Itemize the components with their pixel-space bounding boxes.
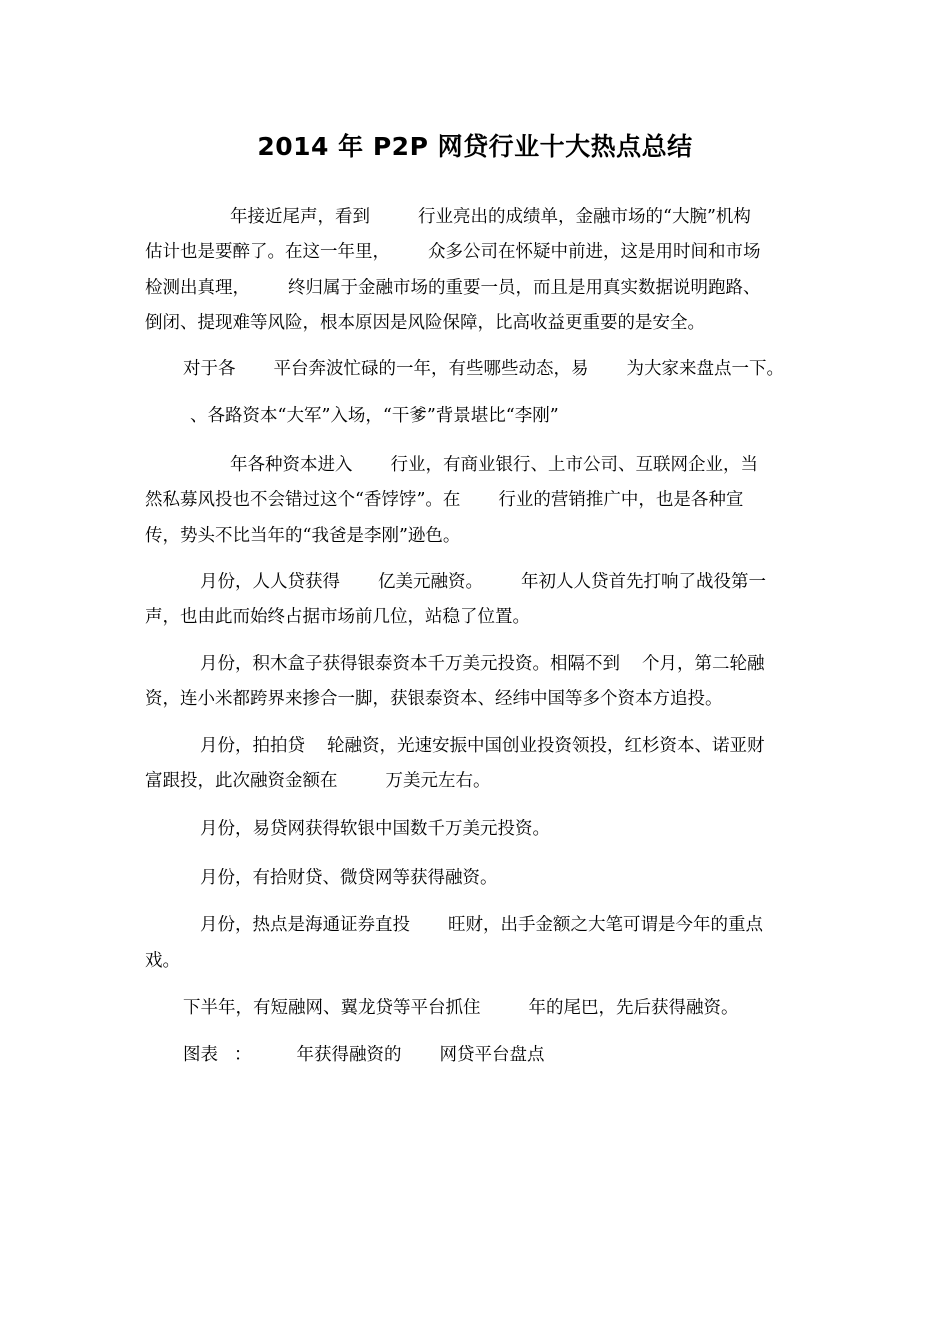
paragraph-9-line-2: 戏。 <box>145 951 180 971</box>
paragraph-5-line-1: 月份，积木盒子获得银泰资本千万美元投资。相隔不到 个月，第二轮融 <box>200 654 765 674</box>
paragraph-3-line-3: 传，势头不比当年的“我爸是李刚”逊色。 <box>145 526 461 546</box>
figure-caption: 图表 ： 年获得融资的 网贷平台盘点 <box>183 1045 545 1065</box>
paragraph-6-line-1: 月份，拍拍贷 轮融资，光速安振中国创业投资领投，红杉资本、诺亚财 <box>200 736 765 756</box>
page-title: 2014 年 P2P 网贷行业十大热点总结 <box>257 132 693 161</box>
paragraph-7-line-1: 月份，易贷网获得软银中国数千万美元投资。 <box>200 819 550 839</box>
paragraph-1-line-1: 年接近尾声，看到 行业亮出的成绩单，金融市场的“大腕”机构 <box>230 207 751 227</box>
paragraph-6-line-2: 富跟投，此次融资金额在 万美元左右。 <box>145 771 491 791</box>
paragraph-5-line-2: 资，连小米都跨界来掺合一脚，获银泰资本、经纬中国等多个资本方追投。 <box>145 689 723 709</box>
paragraph-8-line-1: 月份，有拾财贷、微贷网等获得融资。 <box>200 868 498 888</box>
paragraph-10-line-1: 下半年，有短融网、翼龙贷等平台抓住 年的尾巴，先后获得融资。 <box>183 998 739 1018</box>
section-heading-1: 、各路资本“大军”入场，“干爹”背景堪比“李刚” <box>190 406 559 426</box>
paragraph-1-line-2: 估计也是要醉了。在这一年里， 众多公司在怀疑中前进，这是用时间和市场 <box>145 242 761 262</box>
paragraph-4-line-1: 月份，人人贷获得 亿美元融资。 年初人人贷首先打响了战役第一 <box>200 572 766 592</box>
paragraph-3-line-1: 年各种资本进入 行业，有商业银行、上市公司、互联网企业，当 <box>230 455 758 475</box>
paragraph-9-line-1: 月份，热点是海通证券直投 旺财，出手金额之大笔可谓是今年的重点 <box>200 915 763 935</box>
paragraph-2-line-1: 对于各 平台奔波忙碌的一年，有些哪些动态，易 为大家来盘点一下。 <box>183 359 784 379</box>
paragraph-4-line-2: 声，也由此而始终占据市场前几位，站稳了位置。 <box>145 607 530 627</box>
paragraph-1-line-4: 倒闭、提现难等风险，根本原因是风险保障，比高收益更重要的是安全。 <box>145 313 705 333</box>
paragraph-3-line-2: 然私募风投也不会错过这个“香饽饽”。在 行业的营销推广中，也是各种宣 <box>145 490 744 510</box>
paragraph-1-line-3: 检测出真理， 终归属于金融市场的重要一员，而且是用真实数据说明跑路、 <box>145 278 761 298</box>
